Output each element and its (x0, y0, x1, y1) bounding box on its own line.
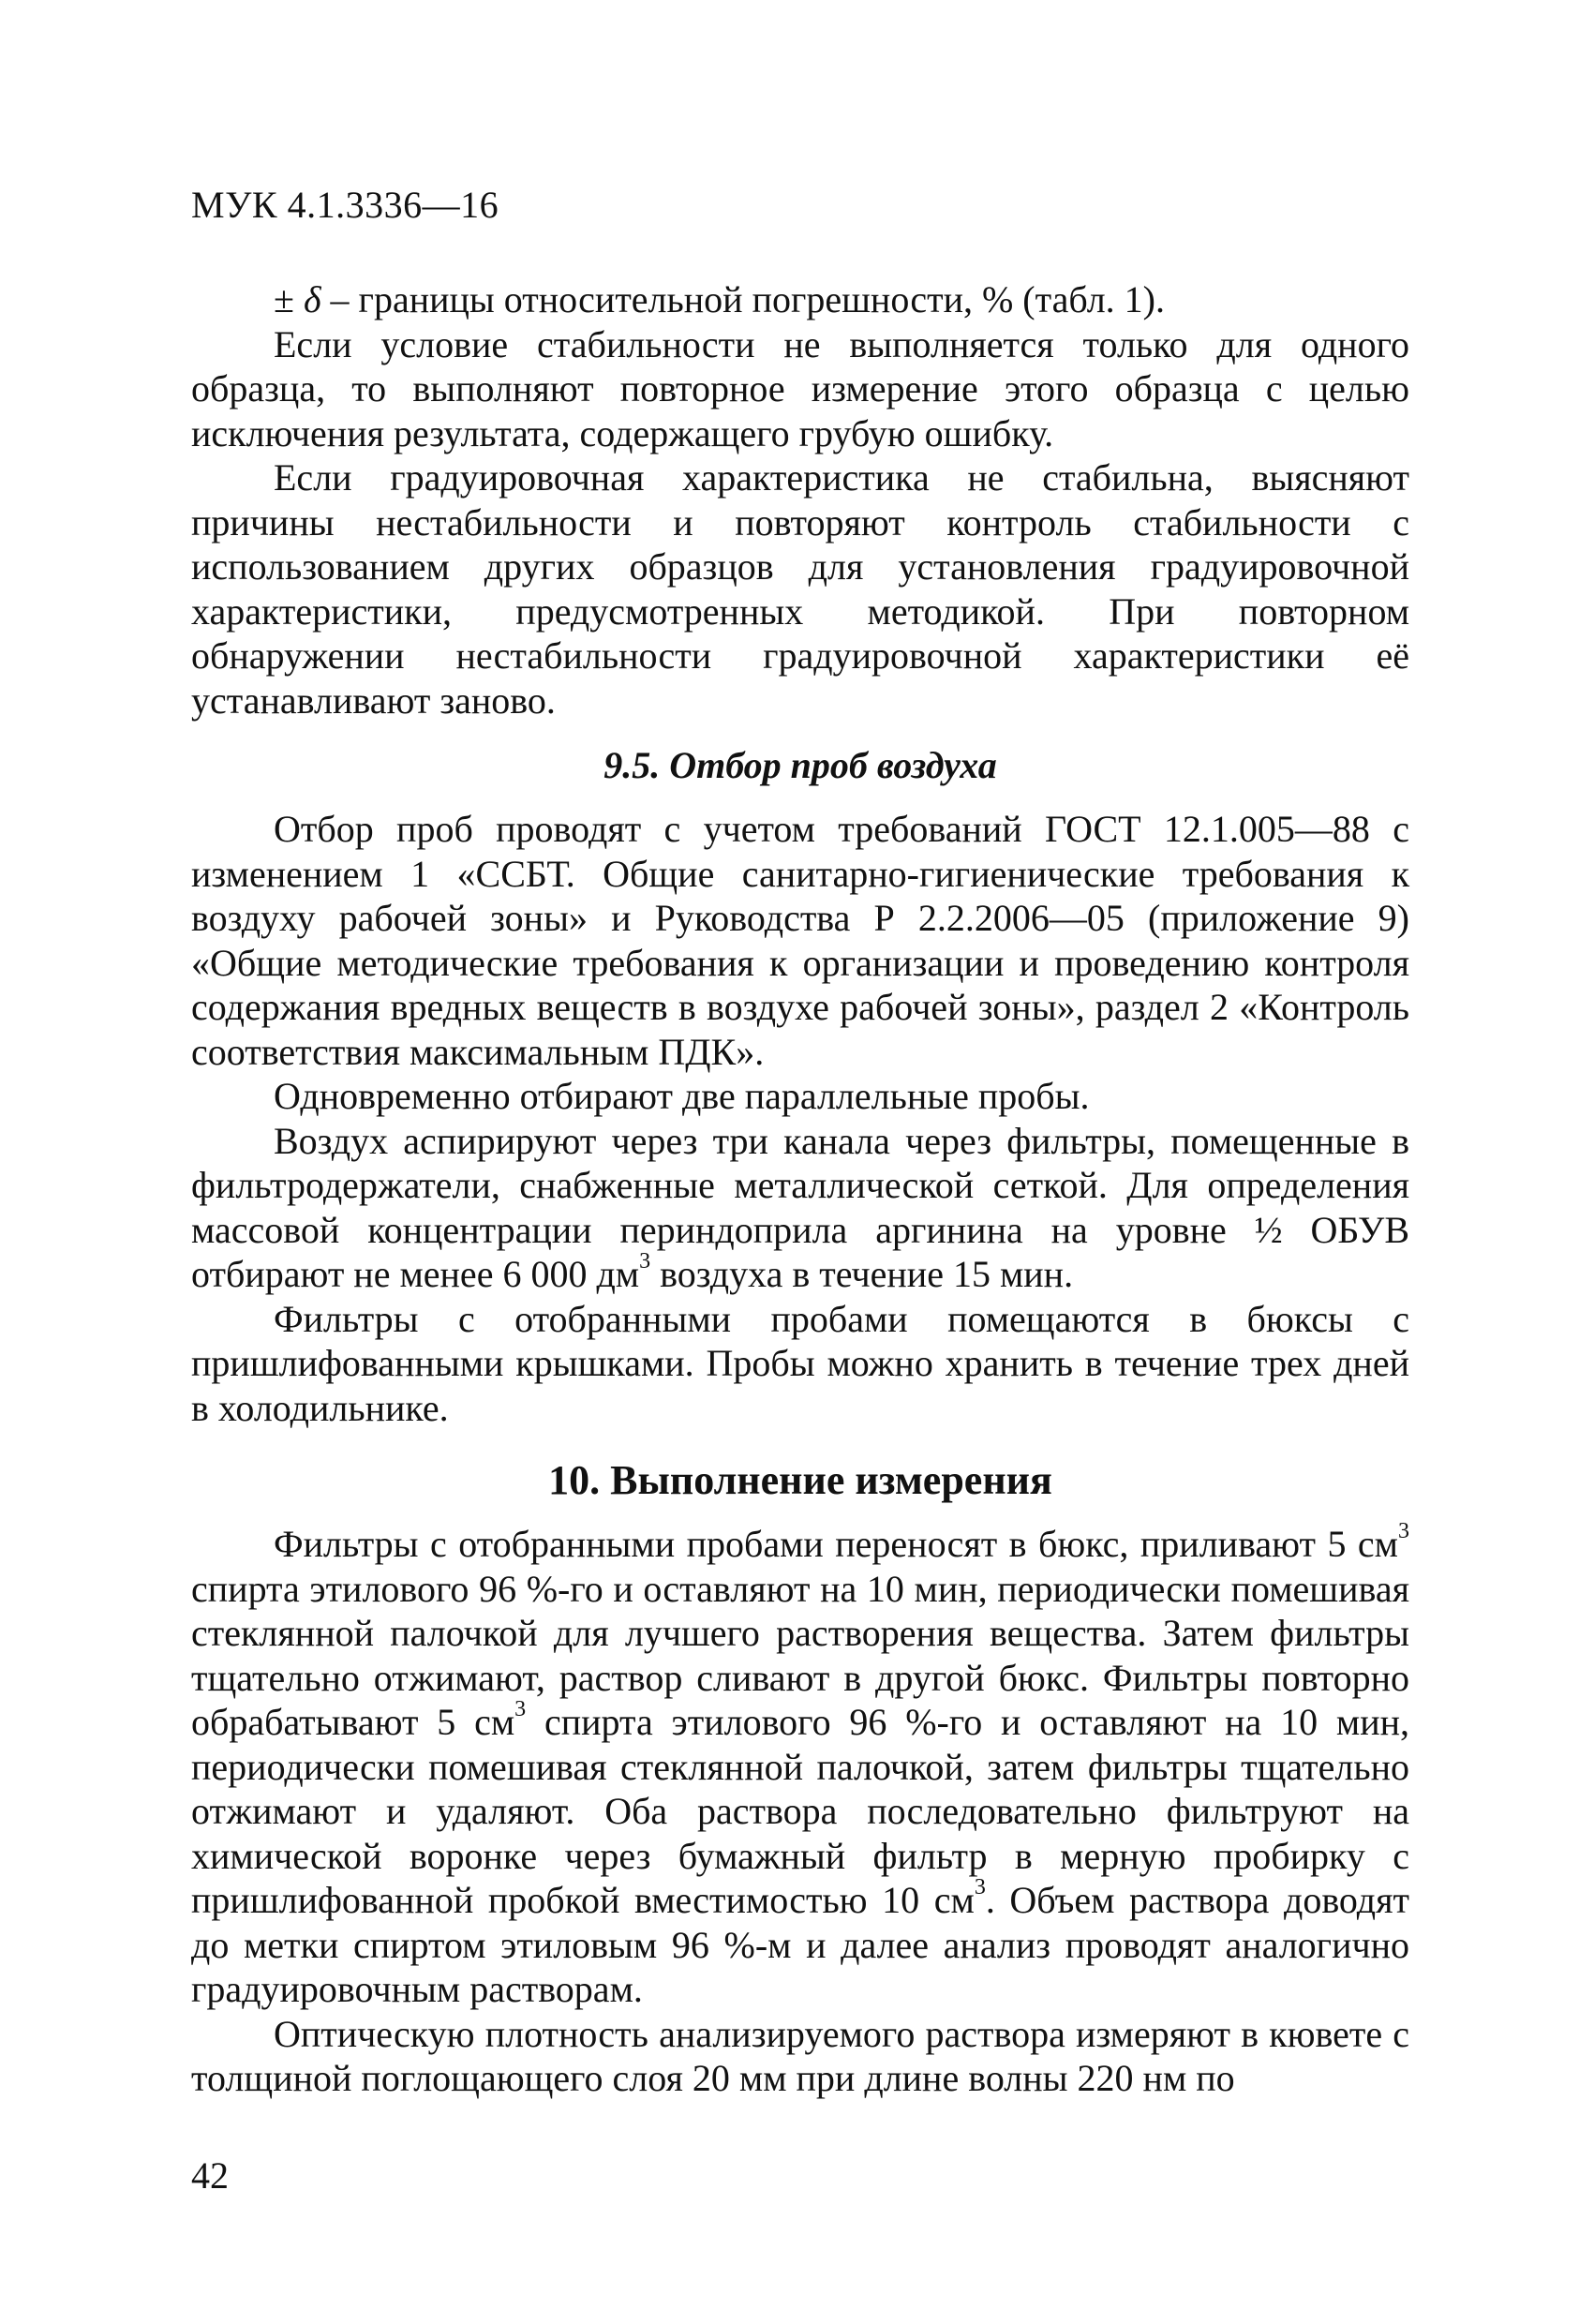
paragraph-stability-unstable: Если градуировочная характеристика не стабильна, выясняют причины нестабильности и повторяют контроль стабильности с использованием других образцов для установления градуировочной характеристики, предусмотренных методикой. При повторном обнаружении нестабильности градуировочной характеристики её устанавливают заново. (191, 456, 1409, 722)
paragraph-relative-error (191, 277, 1409, 322)
procedure-text-a: Фильтры с отобранными пробами переносят в бюкс, приливают 5 см (274, 1523, 1398, 1565)
paragraph-stability-single-sample: Если условие стабильности не выполняется только для одного образца, то выполняют повторное измерение этого образца с целью исключения результата, содержащего грубую ошибку. (191, 322, 1409, 454)
delta-symbol: δ (303, 278, 321, 320)
section-9-5-title: 9.5. Отбор проб воздуха (603, 744, 997, 786)
air-aspiration-text-b: воздуха в течение 15 мин. (650, 1253, 1074, 1295)
procedure-text-c: спирта этилового 96 %-го и оставляют на 10 мин, периодически помешивая стеклянной палочкой, затем фильтры тщательно отжимают и удаляют. Оба раствора последовательно фильтруют на химической воронке через бумажный фильтр в мерную пробирку с пришлифованной пробкой вместимостью 10 см (191, 1701, 1410, 1921)
paragraph-parallel-samples: Одновременно отбирают две параллельные пробы. (274, 1075, 1090, 1117)
procedure-text-b: спирта этилового 96 %-го и оставляют на 10 мин, периодически помешивая стеклянной палочкой для лучшего растворения вещества. Затем фильтры тщательно отжимают, раствор сливают в другой бюкс. Фильтры повторно обрабатывают 5 см (191, 1567, 1409, 1743)
procedure-text-d: . Объем раствора доводят до метки спиртом этиловым 96 %-м и далее анализ проводят аналогично градуировочным растворам. (191, 1879, 1410, 2010)
paragraph-optical-density: Оптическую плотность анализируемого раствора измеряют в кювете с толщиной поглощающего слоя 20 мм при длине волны 220 нм по (191, 2012, 1409, 2099)
page-body (191, 277, 1409, 2101)
cubic-superscript: 3 (1398, 1518, 1409, 1543)
cubic-superscript: 3 (514, 1696, 527, 1721)
air-aspiration-text-a: Воздух аспирируют через три канала через фильтры, помещенные в фильтродержатели, снабженные металлической сеткой. Для определения массовой концентрации периндоприла аргинина на уровне ½ ОБУВ отбирают не менее 6 000 дм (191, 1119, 1409, 1295)
cubic-superscript: 3 (639, 1248, 651, 1274)
page-number: 42 (191, 2154, 229, 2197)
paragraph-measurement-procedure (191, 1518, 1410, 2012)
document-code-header: МУК 4.1.3336—16 (191, 184, 499, 226)
document-page (191, 0, 1409, 2324)
section-10-title: 10. Выполнение измерения (548, 1457, 1052, 1503)
relative-error-text: – границы относительной погрешности, % (табл. 1). (320, 278, 1165, 320)
paragraph-sample-storage: Фильтры с отобранными пробами помещаются в бюксы с пришлифованными крышками. Пробы можно хранить в течение трех дней в холодильнике. (191, 1297, 1409, 1429)
cubic-superscript: 3 (974, 1874, 986, 1899)
plus-minus-sign: ± (274, 278, 304, 320)
paragraph-sampling-requirements: Отбор проб проводят с учетом требований ГОСТ 12.1.005—88 с изменением 1 «ССБТ. Общие санитарно-гигиенические требования к воздуху рабочей зоны» и Руководства Р 2.2.2006—05 (приложение 9) «Общие методические требования к организации и проведению контроля содержания вредных веществ в воздухе рабочей зоны», раздел 2 «Контроль соответствия максимальным ПДК». (191, 808, 1409, 1073)
paragraph-air-aspiration (191, 1119, 1409, 1297)
